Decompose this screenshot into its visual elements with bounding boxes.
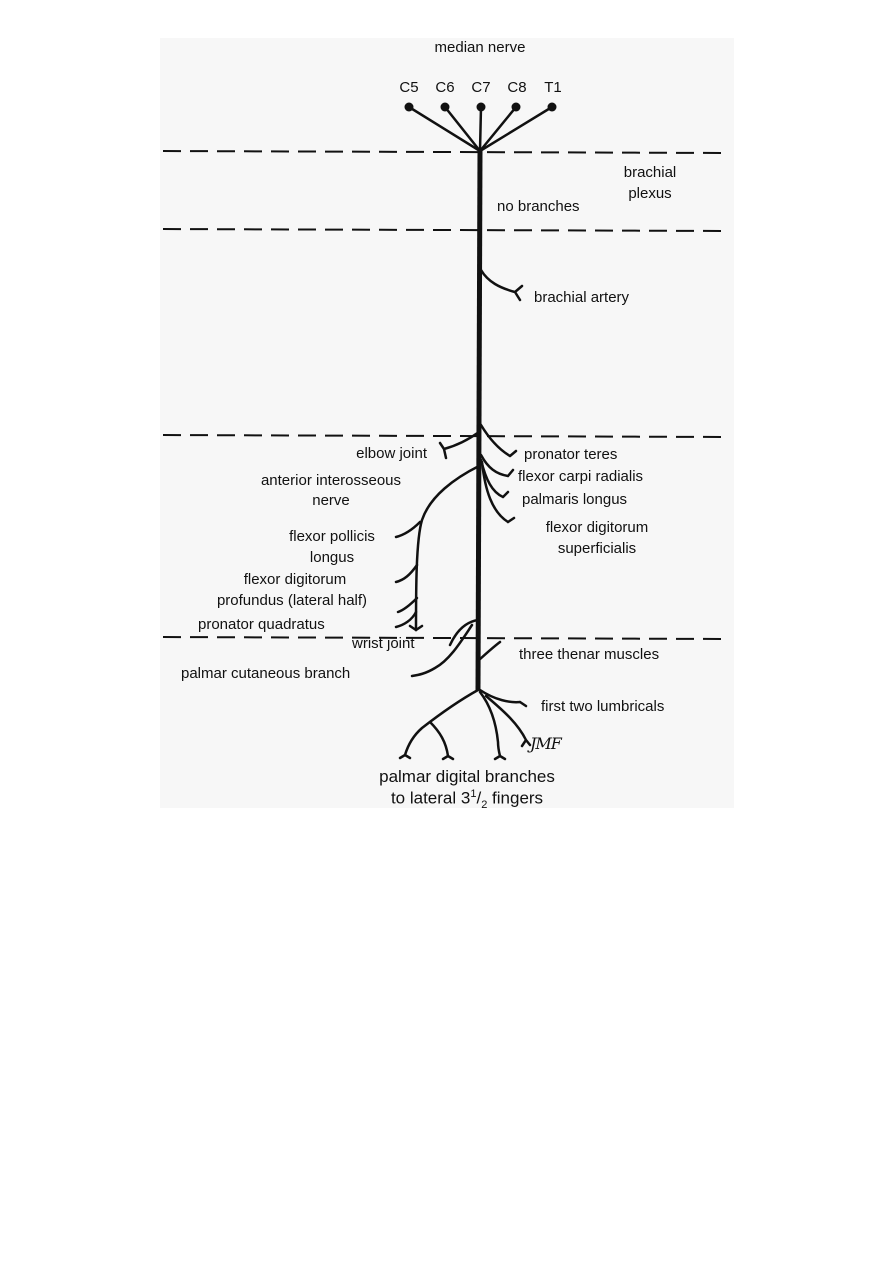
boundary-brachial-plexus-top (163, 151, 728, 153)
caption-line2 (317, 789, 617, 811)
root-label-c6: C6 (435, 79, 455, 96)
caption-line1: palmar digital branches (379, 767, 555, 786)
caption-line2-suffix: fingers (487, 788, 544, 808)
artist-signature: JMF (530, 734, 561, 753)
root-line-c8 (480, 107, 516, 151)
label-brachial-artery: brachial artery (534, 289, 630, 306)
root-dot-c7 (477, 103, 486, 112)
branch-pronator-quadratus (396, 612, 422, 630)
root-dot-c5 (405, 103, 414, 112)
branch-fdp-2 (398, 598, 417, 612)
root-dot-t1 (548, 103, 557, 112)
branch-brachial-artery (481, 270, 522, 300)
region-brachial-plexus-line1: brachial (623, 164, 677, 181)
label-wrist-joint: wrist joint (352, 635, 415, 652)
digital-branches (400, 690, 530, 759)
label-pronator-quadratus: pronator quadratus (198, 616, 325, 633)
root-label-c5: C5 (399, 79, 419, 96)
boundary-elbow (163, 435, 728, 437)
label-three-thenar: three thenar muscles (519, 646, 660, 663)
branch-thenar (479, 642, 500, 660)
label-flexor-carpi-radialis: flexor carpi radialis (518, 468, 644, 485)
caption-fraction-denominator: 2 (481, 799, 488, 812)
root-line-c5 (409, 107, 480, 151)
title: median nerve (434, 39, 526, 56)
caption-fraction-numerator: 1 (470, 788, 477, 800)
label-fdp-line1: flexor digitorum (243, 571, 347, 588)
nerve-roots (409, 107, 552, 151)
root-label-c7: C7 (471, 79, 491, 96)
root-label-t1: T1 (544, 79, 562, 96)
branch-pronator-teres (481, 425, 516, 456)
label-fpl-line2: longus (309, 549, 355, 566)
median-nerve-trunk (478, 151, 480, 690)
branch-fdp (396, 565, 417, 582)
label-first-two-lumbricals: first two lumbricals (541, 698, 665, 715)
branch-wrist-joint (450, 620, 478, 645)
root-dots (405, 103, 557, 112)
region-brachial-plexus-line2: plexus (628, 185, 672, 202)
boundary-wrist (163, 637, 728, 639)
label-fds-line1: flexor digitorum (545, 519, 649, 536)
root-dot-c8 (512, 103, 521, 112)
branch-palmar-cutaneous (412, 625, 472, 676)
boundary-arm-top (163, 229, 728, 231)
label-pronator-teres: pronator teres (524, 446, 618, 463)
root-line-c6 (445, 107, 480, 151)
label-fpl-line1: flexor pollicis (289, 528, 375, 545)
label-ain-line1: anterior interosseous (260, 472, 402, 489)
caption-fraction-slash: / (476, 788, 482, 808)
label-fdp-line2: profundus (lateral half) (216, 592, 368, 609)
root-line-c7 (480, 107, 481, 151)
branch-anterior-interosseous (416, 466, 479, 630)
label-elbow-joint: elbow joint (356, 445, 427, 462)
label-palmaris-longus: palmaris longus (522, 491, 628, 508)
root-dot-c6 (441, 103, 450, 112)
caption-line2-prefix: to lateral 3 (390, 788, 471, 808)
label-fds-line2: superficialis (557, 540, 637, 557)
root-label-c8: C8 (507, 79, 527, 96)
region-no-branches: no branches (497, 198, 580, 215)
root-line-t1 (480, 107, 552, 151)
label-ain-line2: nerve (312, 492, 350, 509)
label-palmar-cutaneous: palmar cutaneous branch (181, 665, 351, 682)
